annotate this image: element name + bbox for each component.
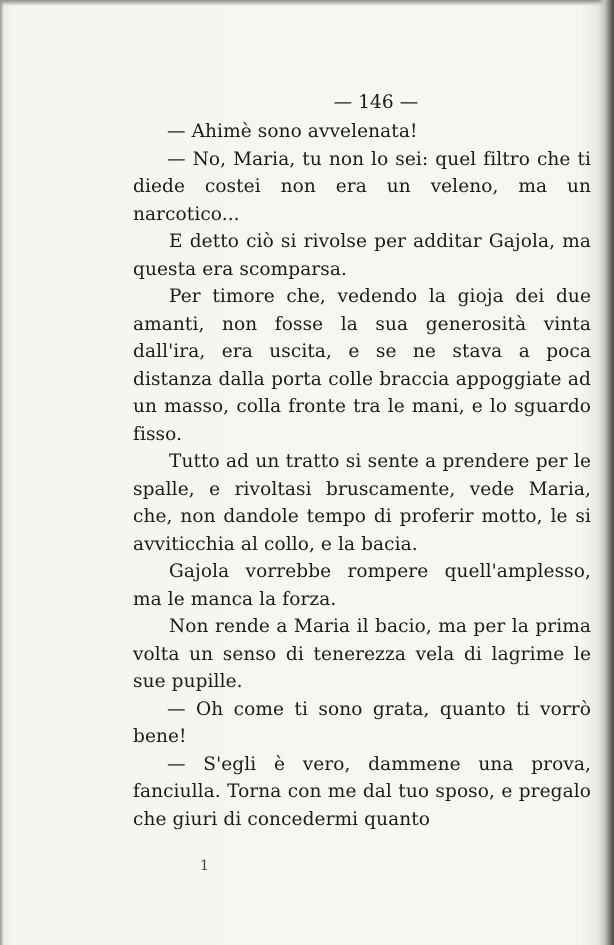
paragraph-7: Non rende a Maria il bacio, ma per la prima volta un senso di tenerezza vela di lagrime le sue pupille. (133, 616, 591, 692)
page-top-shadow (0, 0, 614, 6)
page-left-shadow (0, 0, 4, 945)
page-text (133, 88, 591, 833)
paragraph-5: Tutto ad un tratto si sente a prendere per le spalle, e rivoltasi bruscamente, vede Maria, che, non dandole tempo di proferir motto, le si avviticchia al collo, e la bacia. (133, 451, 591, 555)
paragraph-4: Per timore che, vedendo la gioja dei due amanti, non fosse la sua generosità vinta dall'ira, era uscita, e se ne stava a poca distanza dalla porta colle braccia appoggiate ad un masso, colla fronte tra le mani, e lo sguardo fisso. (133, 286, 591, 445)
bottom-mark: 1 (200, 858, 209, 874)
paragraph-6: Gajola vorrebbe rompere quell'amplesso, ma le manca la forza. (133, 561, 591, 610)
page-number: — 146 — (333, 92, 419, 113)
paragraph-3: E detto ciò si rivolse per additar Gajola, ma questa era scomparsa. (133, 231, 591, 280)
paragraph-9: — S'egli è vero, dammene una prova, fanciulla. Torna con me dal tuo sposo, e pregalo che giuri di concedermi quanto (133, 753, 591, 830)
paragraph-1: — Ahimè sono avvelenata! (167, 121, 418, 142)
paragraph-8: — Oh come ti sono grata, quanto ti vorrò bene! (133, 698, 591, 747)
page-binding-shadow (598, 0, 614, 945)
paragraph-2: — No, Maria, tu non lo sei: quel filtro che ti diede costei non era un veleno, ma un narcotico... (133, 148, 591, 225)
